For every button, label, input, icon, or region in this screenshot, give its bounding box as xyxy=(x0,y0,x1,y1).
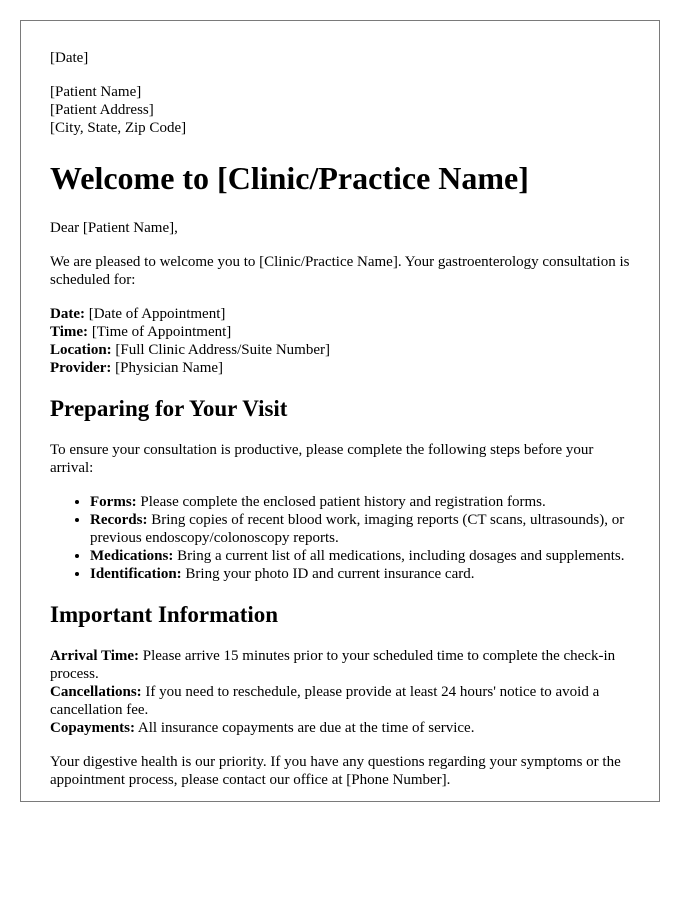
checklist-item-text: Please complete the enclosed patient history and registration forms. xyxy=(136,494,546,510)
checklist-item-records xyxy=(90,511,640,547)
closing-paragraph: Your digestive health is our priority. If you have any questions regarding your symptoms or the appointment process, please contact our office at [Phone Number]. xyxy=(50,754,621,788)
info-label: Cancellations: xyxy=(50,684,142,700)
appointment-location-value: [Full Clinic Address/Suite Number] xyxy=(111,342,330,358)
page-title: Welcome to [Clinic/Practice Name] xyxy=(50,160,529,196)
recipient-address xyxy=(50,83,640,137)
info-arrival-time xyxy=(50,647,640,683)
appointment-provider xyxy=(50,359,640,377)
preparing-intro: To ensure your consultation is productive, please complete the following steps before your arrival: xyxy=(50,442,594,476)
appointment-date-value: [Date of Appointment] xyxy=(84,306,226,322)
appointment-provider-value: [Physician Name] xyxy=(111,360,224,376)
checklist-item-forms xyxy=(90,493,640,511)
info-label: Arrival Time: xyxy=(50,648,140,664)
appointment-location xyxy=(50,341,640,359)
recipient-name: [Patient Name] xyxy=(50,84,142,100)
info-label: Copayments: xyxy=(50,720,135,736)
intro-paragraph: We are pleased to welcome you to [Clinic/Practice Name]. Your gastroenterology consultation is scheduled for: xyxy=(50,254,630,288)
checklist-item-text: Bring a current list of all medications, including dosages and supplements. xyxy=(173,548,625,564)
preparation-checklist xyxy=(50,493,640,583)
checklist-item-text: Bring copies of recent blood work, imaging reports (CT scans, ultrasounds), or previous endoscopy/colonoscopy reports. xyxy=(90,512,625,546)
appointment-time-value: [Time of Appointment] xyxy=(88,324,232,340)
checklist-item-label: Medications: xyxy=(90,548,174,564)
appointment-date xyxy=(50,305,640,323)
info-copayments xyxy=(50,719,640,737)
appointment-time-label: Time: xyxy=(50,324,89,340)
appointment-provider-label: Provider: xyxy=(50,360,112,376)
checklist-item-label: Records: xyxy=(90,512,148,528)
checklist-item-label: Forms: xyxy=(90,494,137,510)
checklist-item-label: Identification: xyxy=(90,566,182,582)
info-text: Please arrive 15 minutes prior to your scheduled time to complete the check-in process. xyxy=(50,648,616,682)
letter-page xyxy=(20,20,660,802)
letter-content xyxy=(50,49,640,789)
info-text: All insurance copayments are due at the time of service. xyxy=(135,720,475,736)
important-heading: Important Information xyxy=(50,602,279,627)
info-text: If you need to reschedule, please provide at least 24 hours' notice to avoid a cancellation fee. xyxy=(50,684,600,718)
recipient-street: [Patient Address] xyxy=(50,102,154,118)
preparing-heading: Preparing for Your Visit xyxy=(50,396,288,421)
recipient-city-state-zip: [City, State, Zip Code] xyxy=(50,120,187,136)
checklist-item-text: Bring your photo ID and current insurance card. xyxy=(181,566,475,582)
greeting: Dear [Patient Name], xyxy=(50,220,178,236)
appointment-details xyxy=(50,305,640,377)
letter-date: [Date] xyxy=(50,50,89,66)
checklist-item-identification xyxy=(90,565,640,583)
info-cancellations xyxy=(50,683,640,719)
appointment-time xyxy=(50,323,640,341)
appointment-location-label: Location: xyxy=(50,342,112,358)
checklist-item-medications xyxy=(90,547,640,565)
appointment-date-label: Date: xyxy=(50,306,85,322)
important-details xyxy=(50,647,640,737)
